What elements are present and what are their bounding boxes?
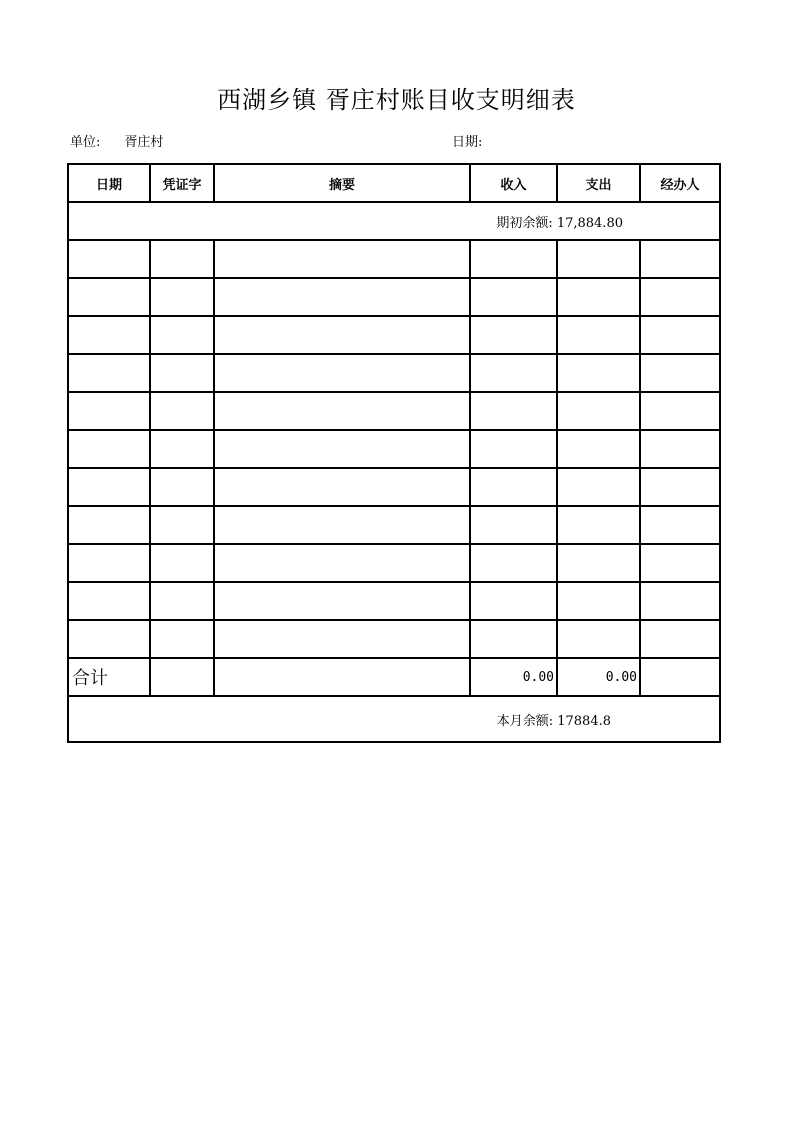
header-row (68, 164, 720, 202)
cell-voucher[interactable] (150, 430, 214, 468)
cell-voucher[interactable] (150, 240, 214, 278)
total-row (68, 658, 720, 696)
cell-summary[interactable] (214, 582, 470, 620)
table-row (68, 354, 720, 392)
opening-balance: 期初余额: 17,884.80 (496, 215, 623, 231)
header-expense: 支出 (557, 164, 640, 202)
cell-voucher[interactable] (150, 316, 214, 354)
total-income: 0.00 (470, 658, 557, 696)
cell-summary[interactable] (214, 620, 470, 658)
cell-handler[interactable] (640, 544, 720, 582)
cell-expense[interactable] (557, 392, 640, 430)
header-voucher: 凭证字 (150, 164, 214, 202)
cell-handler[interactable] (640, 468, 720, 506)
table-row (68, 278, 720, 316)
cell-handler[interactable] (640, 392, 720, 430)
table-row (68, 316, 720, 354)
page-title: 西湖乡镇 胥庄村账目收支明细表 (217, 86, 576, 114)
table-row (68, 430, 720, 468)
closing-balance-row (68, 696, 720, 742)
cell-handler[interactable] (640, 620, 720, 658)
closing-balance: 本月余额: 17884.8 (496, 713, 611, 729)
cell-date[interactable] (68, 582, 150, 620)
cell-income[interactable] (470, 468, 557, 506)
cell-voucher[interactable] (150, 506, 214, 544)
cell-income[interactable] (470, 544, 557, 582)
cell-expense[interactable] (557, 240, 640, 278)
cell-summary[interactable] (214, 544, 470, 582)
cell-date[interactable] (68, 240, 150, 278)
cell-summary[interactable] (214, 354, 470, 392)
cell-date[interactable] (68, 278, 150, 316)
cell-summary[interactable] (214, 392, 470, 430)
cell-income[interactable] (470, 240, 557, 278)
cell-date[interactable] (68, 316, 150, 354)
header-date: 日期 (68, 164, 150, 202)
cell-handler[interactable] (640, 506, 720, 544)
table-row (68, 240, 720, 278)
cell-date[interactable] (68, 620, 150, 658)
header-handler: 经办人 (640, 164, 720, 202)
cell-summary[interactable] (214, 430, 470, 468)
cell-voucher[interactable] (150, 278, 214, 316)
cell-expense[interactable] (557, 582, 640, 620)
cell-summary[interactable] (214, 506, 470, 544)
cell-income[interactable] (470, 392, 557, 430)
cell-handler[interactable] (640, 240, 720, 278)
cell-expense[interactable] (557, 278, 640, 316)
cell-handler[interactable] (640, 354, 720, 392)
total-summary-cell (214, 658, 470, 696)
cell-income[interactable] (470, 316, 557, 354)
cell-voucher[interactable] (150, 582, 214, 620)
table-row (68, 506, 720, 544)
total-handler-cell (640, 658, 720, 696)
header-summary: 摘要 (214, 164, 470, 202)
cell-income[interactable] (470, 430, 557, 468)
table-row (68, 544, 720, 582)
total-expense: 0.00 (557, 658, 640, 696)
table-row (68, 582, 720, 620)
cell-income[interactable] (470, 620, 557, 658)
cell-voucher[interactable] (150, 354, 214, 392)
date-line (452, 131, 482, 150)
cell-expense[interactable] (557, 620, 640, 658)
cell-expense[interactable] (557, 316, 640, 354)
cell-income[interactable] (470, 278, 557, 316)
closing-balance-cell (68, 696, 720, 742)
cell-expense[interactable] (557, 544, 640, 582)
cell-voucher[interactable] (150, 544, 214, 582)
cell-income[interactable] (470, 506, 557, 544)
cell-date[interactable] (68, 354, 150, 392)
cell-voucher[interactable] (150, 468, 214, 506)
cell-income[interactable] (470, 354, 557, 392)
unit-value: 胥庄村 (124, 135, 164, 150)
cell-handler[interactable] (640, 316, 720, 354)
cell-date[interactable] (68, 392, 150, 430)
table-row (68, 620, 720, 658)
cell-summary[interactable] (214, 316, 470, 354)
cell-voucher[interactable] (150, 620, 214, 658)
cell-handler[interactable] (640, 278, 720, 316)
date-label: 日期: (452, 135, 483, 150)
cell-date[interactable] (68, 468, 150, 506)
total-voucher-cell (150, 658, 214, 696)
cell-handler[interactable] (640, 582, 720, 620)
cell-date[interactable] (68, 430, 150, 468)
opening-balance-row (68, 202, 720, 240)
table-row (68, 468, 720, 506)
cell-date[interactable] (68, 506, 150, 544)
cell-expense[interactable] (557, 468, 640, 506)
cell-date[interactable] (68, 544, 150, 582)
header-income: 收入 (470, 164, 557, 202)
ledger-table (67, 163, 721, 743)
cell-income[interactable] (470, 582, 557, 620)
cell-summary[interactable] (214, 240, 470, 278)
cell-expense[interactable] (557, 354, 640, 392)
cell-voucher[interactable] (150, 392, 214, 430)
cell-summary[interactable] (214, 278, 470, 316)
total-label: 合计 (68, 658, 150, 696)
cell-expense[interactable] (557, 506, 640, 544)
cell-handler[interactable] (640, 430, 720, 468)
cell-expense[interactable] (557, 430, 640, 468)
unit-label: 单位: (70, 135, 101, 150)
table-row (68, 392, 720, 430)
cell-summary[interactable] (214, 468, 470, 506)
unit-line (70, 131, 163, 150)
opening-balance-cell (68, 202, 720, 240)
